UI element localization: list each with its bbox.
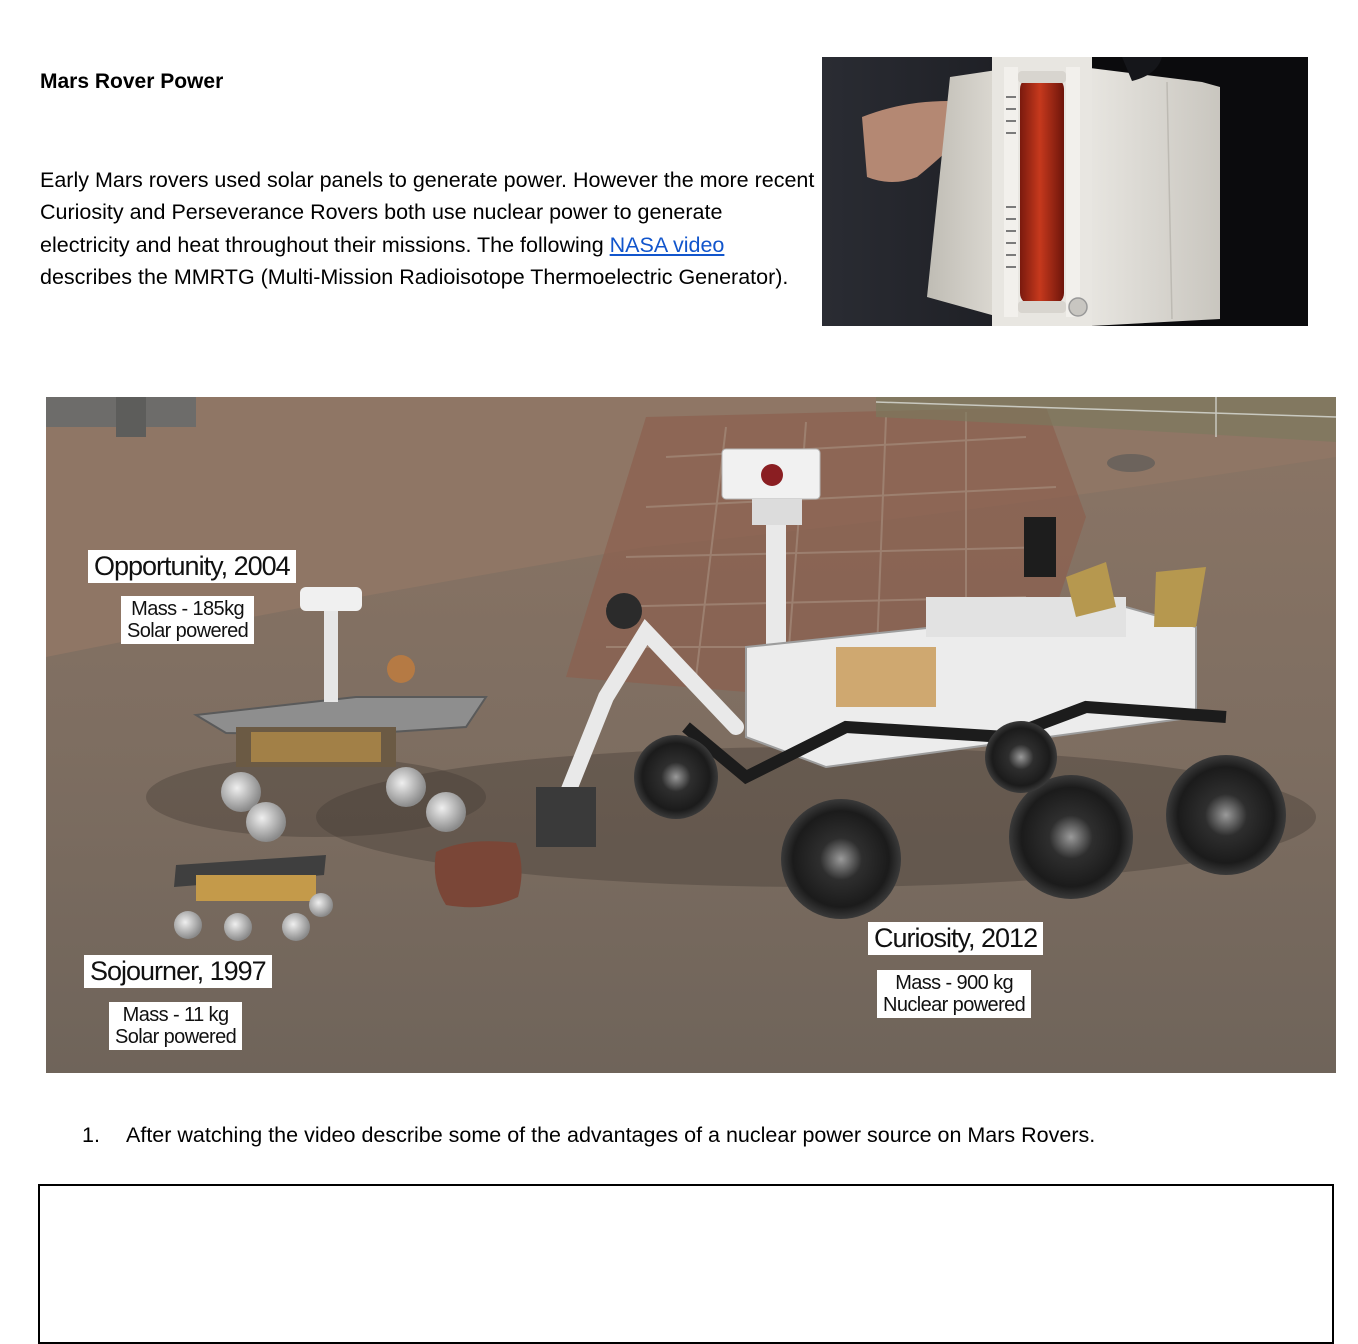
sojourner-mass: Mass - 11 kg xyxy=(122,1004,229,1026)
opportunity-name-label: Opportunity, 2004 xyxy=(88,550,296,583)
intro-text-start: Early Mars rovers used solar panels to generate power. However the more recent Curiosity and Perseverance Rovers both use nuclear power to generate electricity and heat throughout their missions. The following xyxy=(40,168,815,257)
sojourner-name-label: Sojourner, 1997 xyxy=(84,955,272,988)
answer-box[interactable] xyxy=(38,1184,1334,1344)
opportunity-info-label xyxy=(121,596,254,644)
curiosity-name-label: Curiosity, 2012 xyxy=(868,922,1043,955)
sojourner-power: Solar powered xyxy=(115,1026,237,1048)
opportunity-mass: Mass - 185kg xyxy=(131,598,245,620)
page-title: Mars Rover Power xyxy=(40,70,224,93)
mmrtg-video-thumbnail[interactable] xyxy=(822,57,1308,326)
nasa-video-link[interactable]: NASA video xyxy=(609,232,725,257)
rover-comparison-photo xyxy=(46,397,1336,1073)
curiosity-mass: Mass - 900 kg xyxy=(895,972,1013,994)
mmrtg-image xyxy=(822,57,1308,326)
question-text: After watching the video describe some of the advantages of a nuclear power source on Mars Rovers. xyxy=(126,1123,1096,1147)
sojourner-info-label xyxy=(109,1002,242,1050)
question-number: 1. xyxy=(82,1123,100,1147)
intro-text-end: describes the MMRTG (Multi-Mission Radioisotope Thermoelectric Generator). xyxy=(40,264,789,289)
curiosity-power: Nuclear powered xyxy=(883,994,1026,1016)
opportunity-power: Solar powered xyxy=(127,620,249,642)
curiosity-info-label xyxy=(877,970,1031,1018)
intro-paragraph xyxy=(40,164,815,293)
